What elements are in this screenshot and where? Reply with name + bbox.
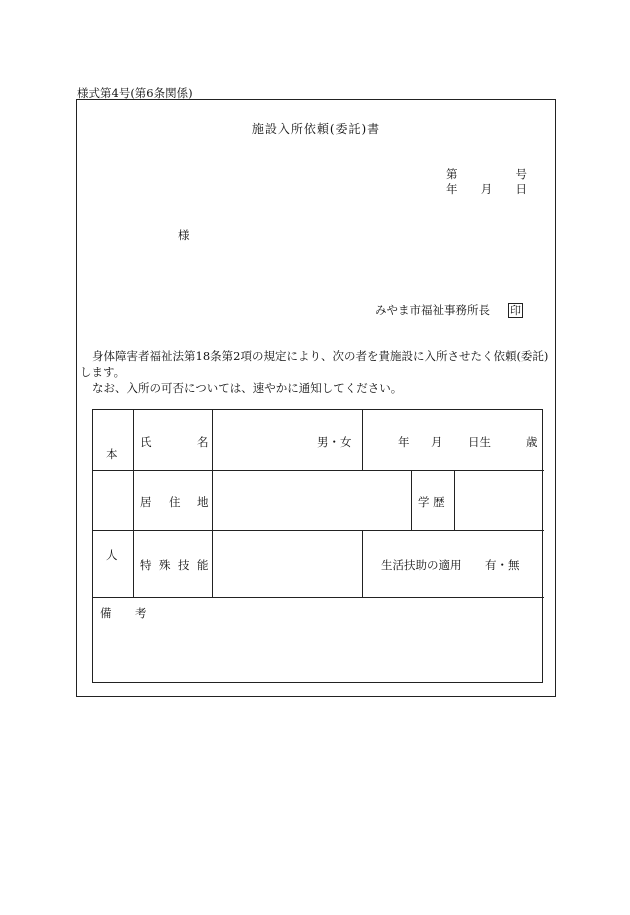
gender-field: 男・女 <box>317 435 352 449</box>
grid-line <box>411 470 412 530</box>
birth-year: 年 <box>398 435 410 449</box>
seal-mark: 印 <box>510 304 521 317</box>
form-number-label: 様式第4号(第6条関係) <box>77 86 193 100</box>
grid-line <box>133 410 134 597</box>
number-prefix: 第 <box>446 167 458 181</box>
person-label-bottom: 人 <box>106 548 118 562</box>
date-year: 年 <box>446 182 458 196</box>
education-label: 学 歴 <box>418 495 445 509</box>
form-frame <box>76 99 556 697</box>
document-title: 施設入所依頼(委託)書 <box>251 122 381 136</box>
remarks-label-b: 考 <box>135 606 147 620</box>
grid-line <box>454 470 455 530</box>
body-paragraph-2: なお、入所の可否については、速やかに通知してください。 <box>92 381 403 395</box>
grid-line <box>362 410 363 470</box>
age-unit: 歳 <box>526 435 538 449</box>
sender-name: みやま市福祉事務所長 <box>375 303 490 317</box>
person-label-top: 本 <box>106 447 118 461</box>
residence-label-b: 住 <box>169 495 181 509</box>
body-text <box>80 348 552 396</box>
skills-label-c: 技 <box>178 558 190 572</box>
grid-line <box>93 597 544 598</box>
addressee-suffix: 様 <box>178 228 190 242</box>
name-label-a: 氏 <box>140 435 152 449</box>
document-number-row <box>446 166 527 182</box>
skills-label-b: 殊 <box>159 558 171 572</box>
name-label-b: 名 <box>197 435 209 449</box>
grid-line <box>362 530 363 597</box>
residence-label-a: 居 <box>140 495 152 509</box>
welfare-label: 生活扶助の適用 <box>381 558 462 572</box>
birth-month: 月 <box>431 435 443 449</box>
grid-line <box>93 530 544 531</box>
date-month: 月 <box>480 182 493 196</box>
document-date-row <box>446 181 527 197</box>
applicant-table <box>92 409 543 683</box>
grid-line <box>212 410 213 597</box>
grid-line <box>93 470 544 471</box>
skills-label-d: 能 <box>197 558 209 572</box>
skills-label-a: 特 <box>140 558 152 572</box>
birth-day: 日生 <box>468 435 491 449</box>
date-day: 日 <box>515 182 527 196</box>
sender-line <box>375 302 523 318</box>
remarks-label-a: 備 <box>100 606 112 620</box>
residence-label-c: 地 <box>197 495 209 509</box>
welfare-options: 有・無 <box>485 558 520 572</box>
number-suffix: 号 <box>515 167 527 181</box>
body-paragraph-1: 身体障害者福祉法第18条第2項の規定により、次の者を貴施設に入所させたく依頼(委託)します。 <box>80 349 549 379</box>
